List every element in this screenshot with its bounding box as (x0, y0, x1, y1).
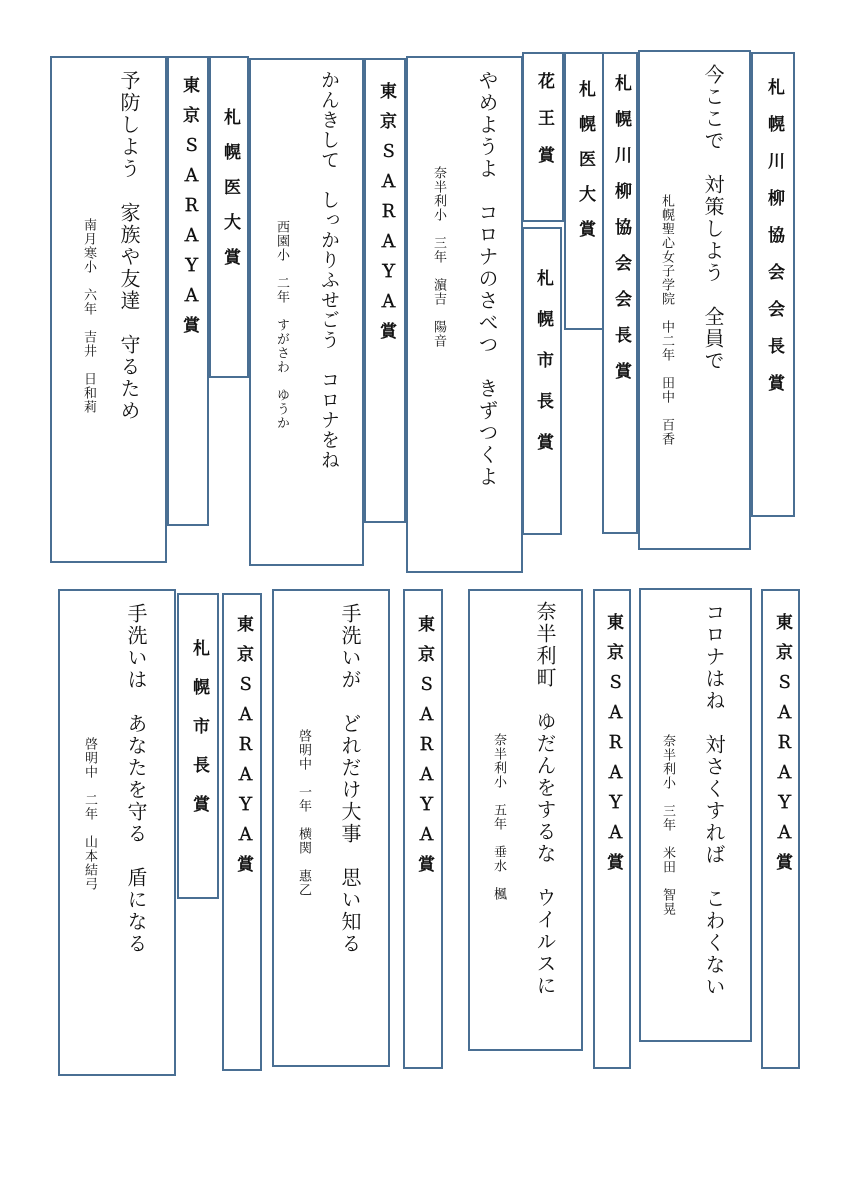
award-kao (522, 52, 564, 222)
award-sapporo-mayor-2 (177, 593, 219, 899)
entry-2-poem: かんきして しっかりふせごう コロナをね (318, 70, 340, 470)
award-sapporo-medical-2 (564, 52, 604, 330)
award-senryu-president-1-label: 札幌川柳協会会長賞 (611, 74, 631, 398)
entry-7-poem: 奈半利町 ゆだんをするな ウイルスに (533, 601, 557, 997)
award-kao-label: 花王賞 (534, 72, 554, 183)
entry-5-author: 啓明中 二年 山本結弓 (82, 737, 97, 891)
entry-card-7 (468, 589, 583, 1051)
entry-card-6 (272, 589, 390, 1067)
entry-6-poem: 手洗いが どれだけ大事 思い知る (338, 603, 362, 955)
entry-8-author: 奈半利小 三年 米田 智晃 (660, 734, 675, 916)
award-senryu-president-1 (602, 52, 638, 534)
entry-8-poem: コロナはね 対さくすれば こわくない (702, 602, 726, 998)
award-sapporo-medical-2-label: 札幌医大賞 (575, 80, 595, 255)
award-tokyo-saraya-4 (403, 589, 443, 1069)
award-sapporo-mayor-1 (522, 227, 562, 535)
award-tokyo-saraya-6-label: 東京ＳＡＲＡＹＡ賞 (772, 613, 792, 883)
award-sapporo-mayor-1-label: 札幌市長賞 (533, 269, 553, 474)
award-tokyo-saraya-3-label: 東京ＳＡＲＡＹＡ賞 (233, 615, 253, 885)
entry-7-author: 奈半利小 五年 垂水 楓 (491, 733, 506, 901)
entry-card-8 (639, 588, 752, 1042)
entry-6-author: 啓明中 一年 横関 惠乙 (296, 729, 311, 897)
award-tokyo-saraya-4-label: 東京ＳＡＲＡＹＡ賞 (414, 615, 434, 885)
award-tokyo-saraya-1 (167, 56, 209, 526)
award-tokyo-saraya-6 (761, 589, 800, 1069)
award-tokyo-saraya-2-label: 東京ＳＡＲＡＹＡ賞 (376, 82, 396, 352)
entry-card-2 (249, 58, 364, 566)
entry-3-poem: やめようよ コロナのさべつ きずつくよ (475, 70, 499, 488)
award-tokyo-saraya-5 (593, 589, 631, 1069)
entry-card-4 (638, 50, 751, 550)
entry-card-5 (58, 589, 176, 1076)
award-tokyo-saraya-3 (222, 593, 262, 1071)
award-senryu-president-2 (751, 52, 795, 517)
entry-1-poem: 予防しよう 家族や友達 守るため (117, 70, 141, 422)
award-sapporo-medical-1-label: 札幌医大賞 (220, 108, 240, 283)
entry-4-poem: 今ここで 対策しよう 全員で (701, 64, 725, 372)
award-sapporo-mayor-2-label: 札幌市長賞 (189, 639, 209, 834)
award-sapporo-medical-1 (209, 56, 249, 378)
entry-card-1 (50, 56, 167, 563)
entry-2-author: 西園小 二年 すがさわ ゆうか (274, 220, 289, 430)
entry-5-poem: 手洗いは あなたを守る 盾になる (124, 603, 148, 955)
award-tokyo-saraya-5-label: 東京ＳＡＲＡＹＡ賞 (603, 613, 623, 883)
award-tokyo-saraya-2 (364, 58, 406, 523)
entry-3-author: 奈半利小 三年 濵吉 陽音 (431, 166, 446, 348)
entry-4-author: 札幌聖心女子学院 中二年 田中 百香 (659, 194, 674, 446)
award-senryu-president-2-label: 札幌川柳協会会長賞 (764, 78, 784, 411)
award-tokyo-saraya-1-label: 東京ＳＡＲＡＹＡ賞 (179, 76, 199, 346)
entry-card-3 (406, 56, 523, 573)
entry-1-author: 南月寒小 六年 吉井 日和莉 (81, 218, 96, 414)
